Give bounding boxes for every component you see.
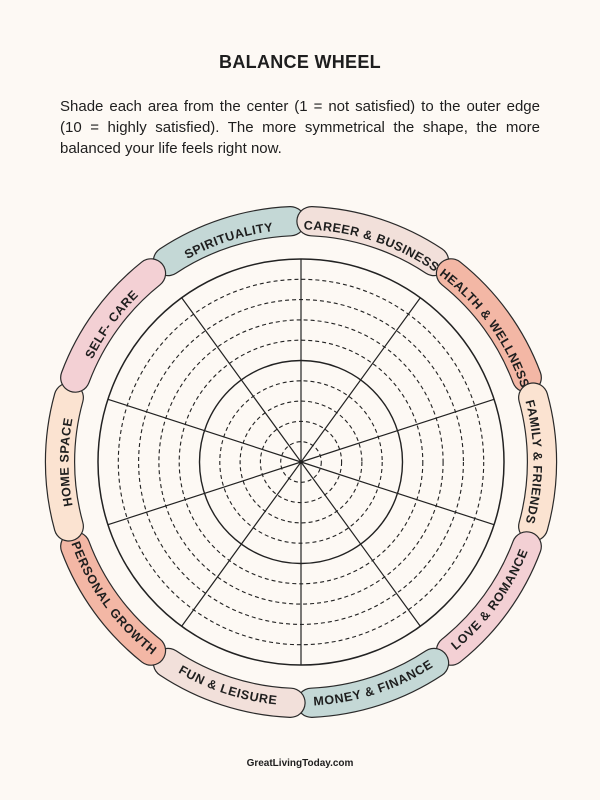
category-label: CAREER & BUSINESS — [303, 218, 442, 275]
category-pill — [312, 657, 436, 708]
section-divider — [108, 462, 301, 525]
category-pill — [523, 398, 545, 527]
section-divider — [301, 462, 420, 626]
category-pill — [304, 218, 442, 274]
category-pill — [437, 266, 532, 390]
category-label: FAMILY & FRIENDS — [522, 398, 545, 526]
section-divider — [108, 399, 301, 462]
category-pill — [168, 663, 291, 708]
category-label: LOVE & ROMANCE — [448, 546, 531, 653]
footer-website: GreatLivingToday.com — [246, 758, 354, 769]
category-label: HEALTH & WELLNESS — [436, 265, 533, 390]
category-label: SPIRITUALITY — [182, 220, 275, 262]
section-divider — [182, 462, 301, 626]
category-label: HOME SPACE — [57, 416, 76, 508]
section-divider — [182, 298, 301, 462]
category-label: PERSONAL GROWTH — [68, 539, 160, 658]
wheel-chart — [98, 259, 504, 665]
instructions-text: Shade each area from the center (1 = not satisfied) to the outer edge (10 = highly satisfied). The more symmetrical the shape, the more balanced your life feels right now. — [60, 98, 540, 157]
category-pill — [449, 546, 531, 652]
category-pill — [68, 540, 159, 658]
category-label: SELF- CARE — [82, 287, 142, 361]
category-pill — [57, 398, 75, 527]
category-label: FUN & LEISURE — [176, 662, 279, 708]
section-divider — [301, 298, 420, 462]
category-pill — [168, 220, 291, 262]
category-label: MONEY & FINANCE — [312, 657, 436, 709]
page-title: BALANCE WHEEL — [219, 52, 381, 72]
category-pill — [75, 273, 151, 377]
